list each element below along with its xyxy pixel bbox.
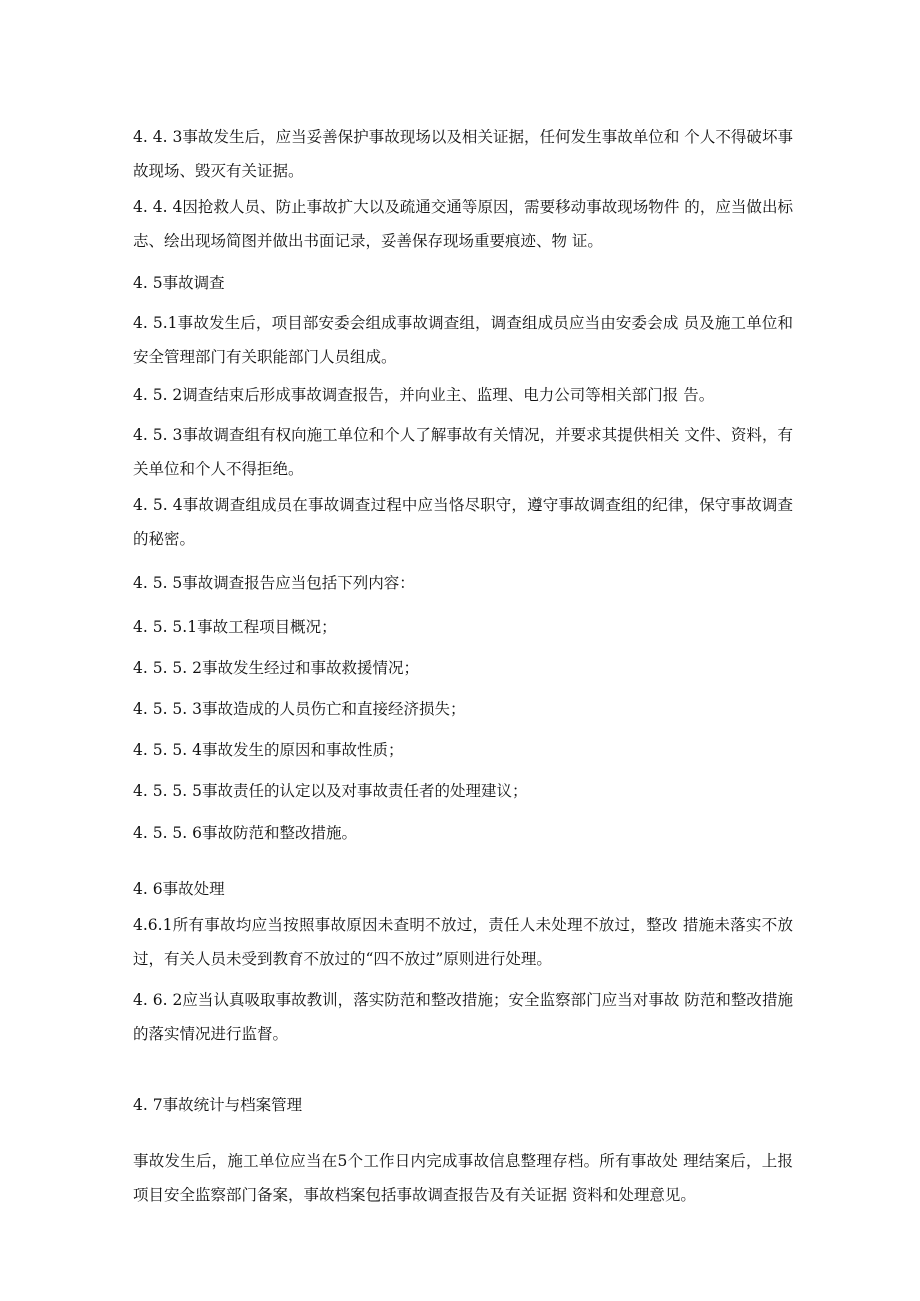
paragraph-4-5-1: 4. 5.1事故发生后，项目部安委会组成事故调查组，调查组成员应当由安委会成 员及施工单位和安全管理部门有关职能部门人员组成。 [133, 314, 793, 366]
paragraph-4-6-2: 4. 6. 2应当认真吸取事故教训，落实防范和整改措施；安全监察部门应当对事故 防范和整改措施的落实情况进行监督。 [133, 991, 793, 1043]
list-item-4-5-5-2: 4. 5. 5. 2事故发生经过和事故救援情况； [133, 659, 420, 677]
list-item-4-5-5-1: 4. 5. 5.1事故工程项目概况； [133, 618, 337, 636]
list-item-4-5-5-4: 4. 5. 5. 4事故发生的原因和事故性质； [133, 741, 404, 759]
paragraph-archive: 事故发生后，施工单位应当在5个工作日内完成事故信息整理存档。所有事故处 理结案后，上报项目安全监察部门备案，事故档案包括事故调查报告及有关证据 资料和处理意见。 [133, 1152, 793, 1204]
heading-4-5: 4. 5事故调查 [133, 274, 225, 292]
heading-4-7: 4. 7事故统计与档案管理 [133, 1096, 303, 1114]
paragraph-4-4-3: 4. 4. 3事故发生后，应当妥善保护事故现场以及相关证据，任何发生事故单位和 个人不得破坏事故现场、毁灭有关证据。 [133, 128, 793, 180]
paragraph-4-5-3: 4. 5. 3事故调查组有权向施工单位和个人了解事故有关情况，并要求其提供相关 文件、资料，有关单位和个人不得拒绝。 [133, 426, 793, 478]
paragraph-4-5-4: 4. 5. 4事故调查组成员在事故调查过程中应当恪尽职守，遵守事故调查组的纪律，保守事故调查的秘密。 [133, 496, 793, 548]
list-item-4-5-5-3: 4. 5. 5. 3事故造成的人员伤亡和直接经济损失； [133, 700, 466, 718]
heading-4-6: 4. 6事故处理 [133, 880, 225, 898]
paragraph-4-4-4: 4. 4. 4因抢救人员、防止事故扩大以及疏通交通等原因，需要移动事故现场物件 的，应当做出标志、绘出现场简图并做出书面记录，妥善保存现场重要痕迹、物 证。 [133, 198, 793, 250]
list-item-4-5-5-6: 4. 5. 5. 6事故防范和整改措施。 [133, 824, 358, 842]
paragraph-4-6-1: 4.6.1所有事故均应当按照事故原因未查明不放过，责任人未处理不放过，整改 措施未落实不放过，有关人员未受到教育不放过的“四不放过”原则进行处理。 [133, 916, 793, 968]
list-item-4-5-5-5: 4. 5. 5. 5事故责任的认定以及对事故责任者的处理建议； [133, 782, 528, 800]
paragraph-4-5-5: 4. 5. 5事故调查报告应当包括下列内容： [133, 574, 415, 592]
paragraph-4-5-2: 4. 5. 2调查结束后形成事故调查报告，并向业主、监理、电力公司等相关部门报 告。 [133, 386, 715, 404]
